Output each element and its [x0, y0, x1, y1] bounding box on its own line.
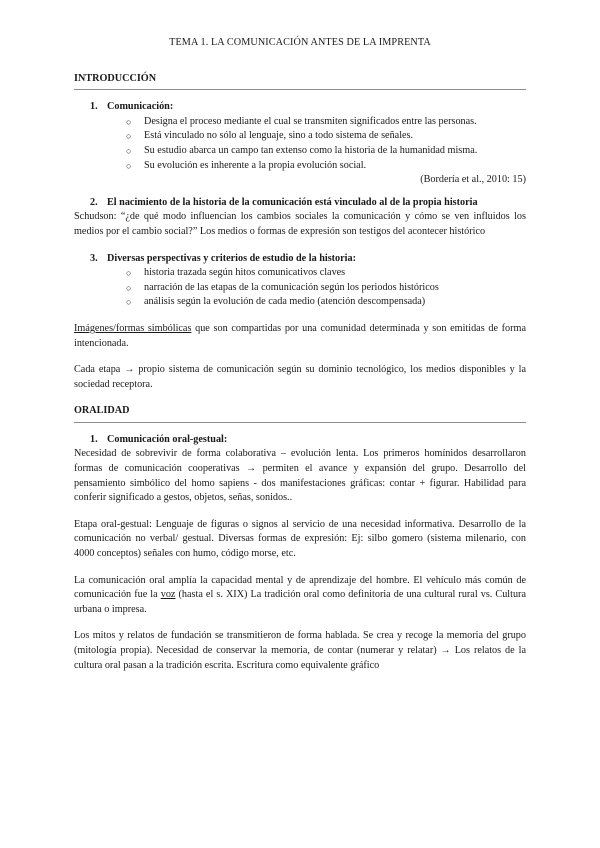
document-page — [74, 36, 526, 673]
intro-section-1-list — [74, 115, 526, 173]
list-item: ○ Está vinculado no sólo al lenguaje, sino a todo sistema de señales. — [126, 129, 526, 144]
intro-section-3-heading — [90, 252, 526, 267]
section-title: El nacimiento de la historia de la comunicación está vinculado al de la propia historia — [107, 196, 478, 208]
orality-section-1-text: Necesidad de sobrevivir de forma colaborativa – evolución lenta. Los primeros homínidos desarrollaron formas de comunicación cooperativas → permiten el avance y expansión del grupo. Desarrollo del pensamiento simbólico del homo sapiens - dos manifestaciones gráficas: contar + figurar. Habilidad para conferir significado a gestos, objetos, señas, sonidos.. — [74, 448, 526, 504]
document-title: TEMA 1. LA COMUNICACIÓN ANTES DE LA IMPRENTA — [169, 37, 431, 48]
intro-section-2-text: Schudson: “¿de qué modo influencian los cambios sociales la comunicación y cómo se ven influidos los medios por el cambio social?” Los medios o formas de expresión son testigos del acontecer histórico — [74, 211, 526, 237]
orality-divider — [74, 422, 526, 423]
list-item: ○ análisis según la evolución de cada medio (atención descompensada) — [126, 295, 526, 310]
section-title: Comunicación: — [107, 101, 174, 113]
intro-section-1-heading — [90, 100, 526, 115]
section-number: 3. — [90, 252, 98, 264]
section-number: 1. — [90, 101, 98, 113]
list-item: ○ Designa el proceso mediante el cual se transmiten significados entre las personas. — [126, 115, 526, 130]
stage-paragraph: Cada etapa → propio sistema de comunicación según su dominio tecnológico, los medios disponibles y la sociedad receptora. — [74, 364, 526, 390]
intro-divider — [74, 89, 526, 90]
citation: (Bordería et al., 2010: 15) — [420, 174, 526, 186]
section-number: 1. — [90, 433, 98, 445]
intro-heading: INTRODUCCIÓN — [74, 72, 157, 84]
intro-section-2-heading — [90, 196, 526, 211]
section-title: Diversas perspectivas y criterios de estudio de la historia: — [107, 252, 356, 264]
myths-paragraph: Los mitos y relatos de fundación se transmitieron de forma hablada. Se crea y recoge la memoria del grupo (mitología propia). Necesidad de conservar la memoria, de contar (numerar y relatar) → Los relatos de la cultura oral pasan a la tradición escrita. Escritura como equivalente gráfico — [74, 630, 526, 671]
underlined-term: voz — [160, 589, 176, 601]
intro-section-3-list — [74, 266, 526, 310]
oral-gestural-paragraph: Etapa oral-gestual: Lenguaje de figuras o signos al servicio de una necesidad informativa. Desarrollo de la comunicación no verbal/ gestual. Diversas formas de expresión: Ej: silbo gomero (sistema milenario, con 4000 conceptos) señales con humo, código morse, etc. — [74, 518, 526, 560]
list-item: ○ Su estudio abarca un campo tan extenso como la historia de la humanidad misma. — [126, 144, 526, 159]
list-item: ○ Su evolución es inherente a la propia evolución social. — [126, 159, 526, 174]
section-number: 2. — [90, 196, 98, 208]
symbolic-forms-paragraph: Imágenes/formas simbólicas que son compartidas por una comunidad determinada y son emitidas de forma intencionada. — [74, 322, 526, 349]
list-item: ○ historia trazada según hitos comunicativos claves — [126, 266, 526, 281]
list-item: ○ narración de las etapas de la comunicación según los periodos históricos — [126, 281, 526, 296]
oral-communication-paragraph: La comunicación oral amplía la capacidad mental y de aprendizaje del hombre. El vehículo más común de comunicación fue la voz (hasta el s. XIX) La tradición oral como definitoria de una cultural rural vs. Cultura urbana o impresa. — [74, 574, 526, 615]
section-title: Comunicación oral-gestual: — [107, 433, 228, 445]
underlined-term: Imágenes/formas simbólicas — [74, 322, 192, 334]
orality-heading: ORALIDAD — [74, 405, 130, 417]
orality-section-1-heading — [90, 433, 526, 448]
